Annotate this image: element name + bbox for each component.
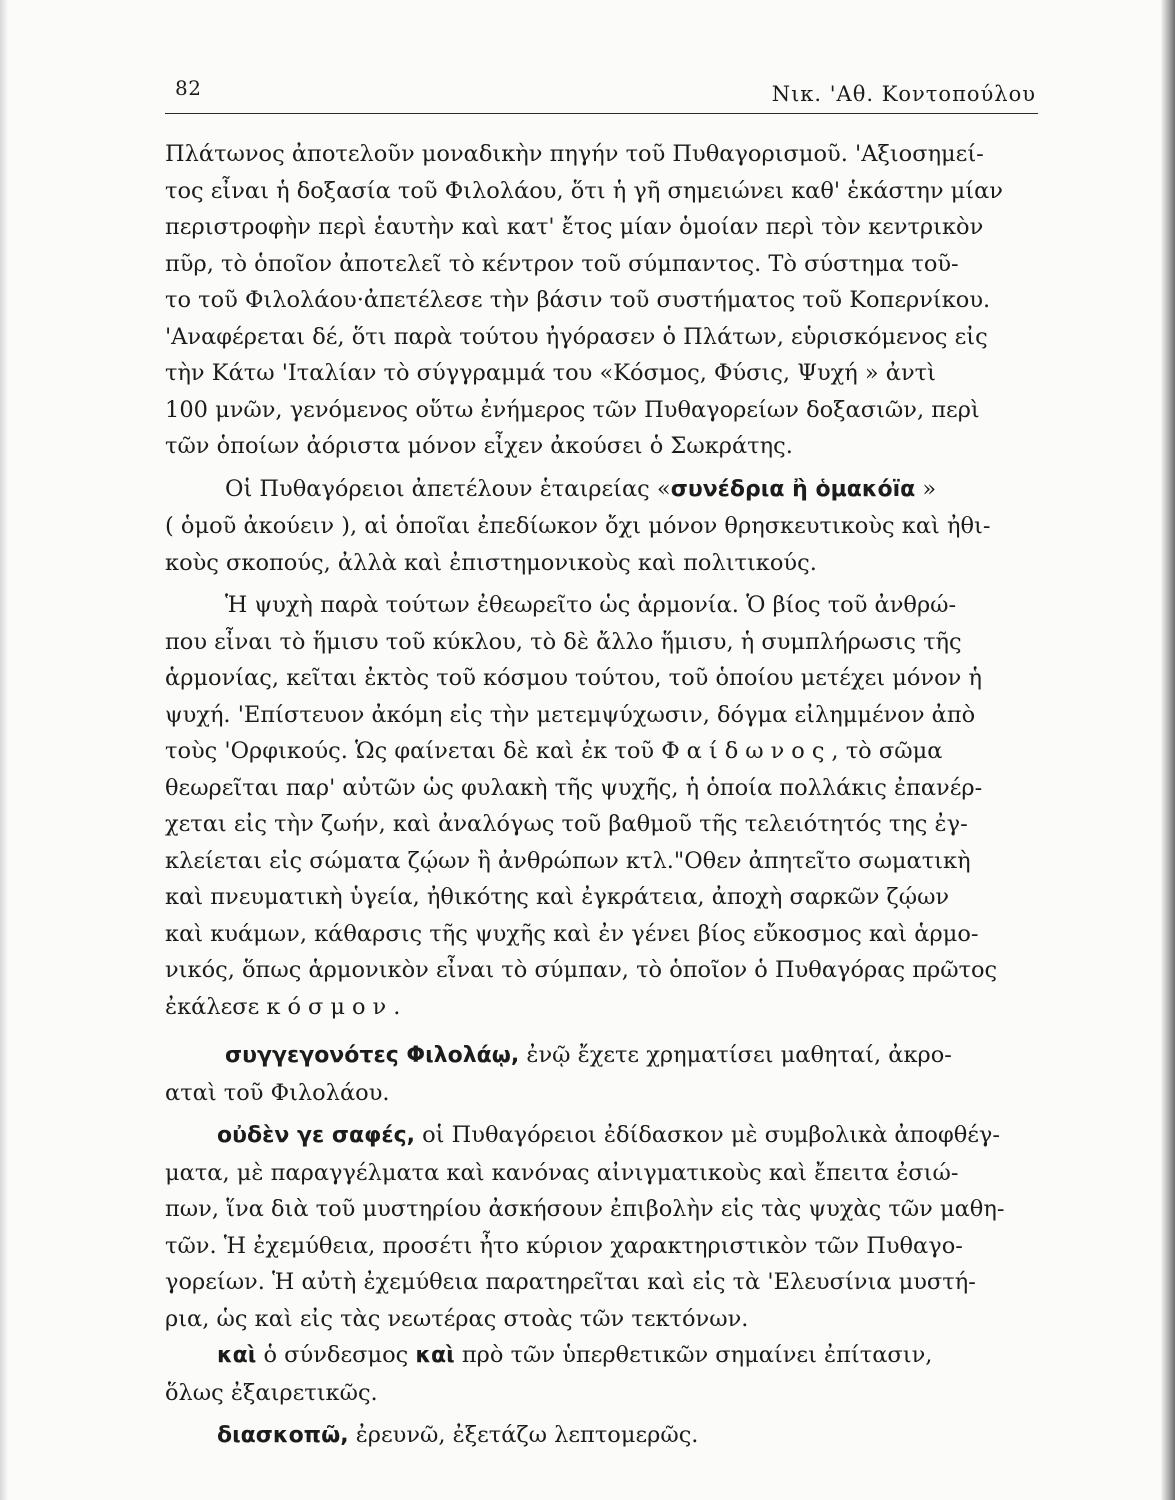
text-line: ὅλως ἐξαιρετικῶς. — [165, 1379, 378, 1406]
note-kai — [165, 1337, 1035, 1411]
paragraph-soul-harmony — [165, 587, 1035, 1025]
text-run: τοὺς 'Ορφικούς. Ὡς φαίνεται δὲ καὶ ἐκ τοῦ — [165, 738, 662, 764]
bold-term: οὐδὲν γε σαφές, — [217, 1123, 415, 1148]
text-line: κλείεται εἰς σώματα ζῴων ἢ ἀνθρώπων κτλ."Οθεν ἀπητεῖτο σωματικὴ — [165, 847, 971, 874]
paragraph-plato-philolaus — [165, 136, 1035, 465]
text-line: νικός, ὅπως ἁρμονικὸν εἶναι τὸ σύμπαν, τὸ ὁποῖον ὁ Πυθαγόρας πρῶτος — [165, 957, 998, 983]
text-run: ἐνῷ ἔχετε χρηματίσει μαθηταί, ἀκρο- — [519, 1042, 952, 1068]
text-run: , τὸ σῶμα — [831, 738, 943, 764]
text-line — [165, 1337, 1035, 1375]
text-run: Οἱ Πυθαγόρειοι ἀπετέλουν ἑταιρείας « — [225, 475, 671, 502]
text-line: πῦρ, τὸ ὁποῖον ἀποτελεῖ τὸ κέντρον τοῦ σύμπαντος. Τὸ σύστημα τοῦ- — [165, 250, 959, 277]
text-run: ἐκάλεσε — [165, 993, 267, 1020]
text-run: πρὸ τῶν ὑπερθετικῶν σημαίνει ἐπίτασιν, — [454, 1342, 933, 1368]
page-edge-shadow — [0, 0, 8, 1500]
paragraph-pythagorean-societies — [165, 471, 1035, 582]
text-line — [165, 1037, 1035, 1075]
running-head: Νικ. 'Αθ. Κοντοπούλου — [771, 82, 1036, 106]
text-line — [165, 989, 1035, 1026]
text-line: περιστροφὴν περὶ ἑαυτὴν καὶ κατ' ἔτος μίαν ὁμοίαν περὶ τὸν κεντρικὸν — [165, 214, 984, 240]
page-header — [165, 76, 1038, 116]
text-line: τῶν. Ἡ ἐχεμύθεια, προσέτι ἦτο κύριον χαρακτηριστικὸν τῶν Πυθαγο- — [165, 1232, 963, 1259]
text-line: 'Αναφέρεται δέ, ὅτι παρὰ τούτου ἠγόρασεν ὁ Πλάτων, εὑρισκόμενος εἰς — [165, 323, 988, 350]
text-line — [165, 471, 1035, 509]
text-line: καὶ πνευματικὴ ὑγεία, ἠθικότης καὶ ἐγκράτεια, ἀποχὴ σαρκῶν ζῴων — [165, 884, 950, 910]
spaced-term: κόσμον — [266, 993, 394, 1020]
text-line: θεωρεῖται παρ' αὐτῶν ὡς φυλακὴ τῆς ψυχῆς, ἡ ὁποία πολλάκις ἐπανέρ- — [165, 774, 983, 801]
text-line — [165, 1117, 1035, 1155]
note-ouden-ge-saphes — [165, 1117, 1035, 1337]
text-line: Ἡ ψυχὴ παρὰ τούτων ἐθεωρεῖτο ὡς ἁρμονία. Ὁ βίος τοῦ ἀνθρώ- — [225, 592, 957, 618]
text-run: . — [393, 993, 401, 1020]
text-line: Πλάτωνος ἀποτελοῦν μοναδικὴν πηγήν τοῦ Πυθαγορισμοῦ. 'Αξιοσημεί- — [165, 141, 984, 167]
text-line: ἁρμονίας, κεῖται ἐκτὸς τοῦ κόσμου τούτου, τοῦ ὁποίου μετέχει μόνον ἡ — [165, 665, 982, 691]
page-body — [165, 136, 1035, 1455]
text-line: 100 μνῶν, γενόμενος οὕτω ἐνήμερος τῶν Πυθαγορείων δοξασιῶν, περὶ — [165, 396, 980, 423]
text-line: κοὺς σκοπούς, ἀλλὰ καὶ ἐπιστημονικοὺς καὶ πολιτικούς. — [165, 549, 817, 576]
spaced-term: Φαίδωνος — [661, 738, 832, 764]
text-line: τὴν Κάτω 'Ιταλίαν τὸ σύγγραμμά του «Κόσμος, Φύσις, Ψυχή » ἀντὶ — [165, 360, 936, 386]
text-line: το τοῦ Φιλολάου·ἀπετέλεσε τὴν βάσιν τοῦ συστήματος τοῦ Κοπερνίκου. — [165, 287, 991, 313]
bold-term: καὶ — [217, 1343, 257, 1368]
text-run: » — [915, 475, 937, 502]
bold-term: διασκοπῶ, — [217, 1423, 349, 1448]
text-run: ὁ σύνδεσμος — [256, 1342, 416, 1368]
text-line: καὶ κυάμων, κάθαρσις τῆς ψυχῆς καὶ ἐν γένει βίος εὔκοσμος καὶ ἁρμο- — [165, 920, 979, 947]
note-diaskopo — [165, 1417, 1035, 1455]
text-line: ρια, ὡς καὶ εἰς τὰς νεωτέρας στοὰς τῶν τεκτόνων. — [165, 1305, 749, 1332]
text-line: τῶν ὁποίων ἀόριστα μόνον εἶχεν ἀκούσει ὁ Σωκράτης. — [165, 433, 793, 459]
text-line — [165, 1417, 1035, 1455]
bold-term: συγγεγονότες Φιλολάῳ, — [225, 1043, 520, 1068]
text-line: γορείων. Ἡ αὐτὴ ἐχεμύθεια παρατηρεῖται καὶ εἰς τὰ 'Ελευσίνια μυστή- — [165, 1269, 976, 1295]
text-line — [165, 733, 1035, 770]
text-line: πων, ἵνα διὰ τοῦ μυστηρίου ἀσκήσουν ἐπιβολὴν εἰς τὰς ψυχὰς τῶν μαθη- — [165, 1196, 1005, 1222]
bold-term: συνέδρια ἢ ὁμακόïα — [670, 476, 916, 502]
text-line: ψυχή. 'Επίστευον ἀκόμη εἰς τὴν μετεμψύχωσιν, δόγμα εἰλημμένον ἀπὸ — [165, 701, 976, 728]
text-line: ( ὁμοῦ ἀκούειν ), αἱ ὁποῖαι ἐπεδίωκον ὄχι μόνον θρησκευτικοὺς καὶ ἠθι- — [165, 513, 991, 539]
header-rule — [165, 113, 1038, 114]
note-synggegonotes — [165, 1037, 1035, 1111]
page-number: 82 — [175, 76, 202, 100]
text-line: που εἶναι τὸ ἥμισυ τοῦ κύκλου, τὸ δὲ ἄλλο ἥμισυ, ἡ συμπλήρωσις τῆς — [165, 628, 962, 655]
bold-term: καὶ — [415, 1343, 455, 1368]
text-line: χεται εἰς τὴν ζωήν, καὶ ἀναλόγως τοῦ βαθμοῦ τῆς τελειότητός της ἐγ- — [165, 811, 968, 837]
book-spine-shadow — [1161, 0, 1175, 1500]
text-line: ματα, μὲ παραγγέλματα καὶ κανόνας αἰνιγματικοὺς καὶ ἔπειτα ἐσιώ- — [165, 1159, 959, 1186]
text-line: τος εἶναι ἡ δοξασία τοῦ Φιλολάου, ὅτι ἡ γῆ σημειώνει καθ' ἑκάστην μίαν — [165, 177, 1003, 204]
text-run: ἐρευνῶ, ἐξετάζω λεπτομερῶς. — [348, 1422, 699, 1448]
text-run: οἱ Πυθαγόρειοι ἐδίδασκον μὲ συμβολικὰ ἀποφθέγ- — [414, 1122, 1000, 1148]
text-line: αταὶ τοῦ Φιλολάου. — [165, 1079, 390, 1106]
